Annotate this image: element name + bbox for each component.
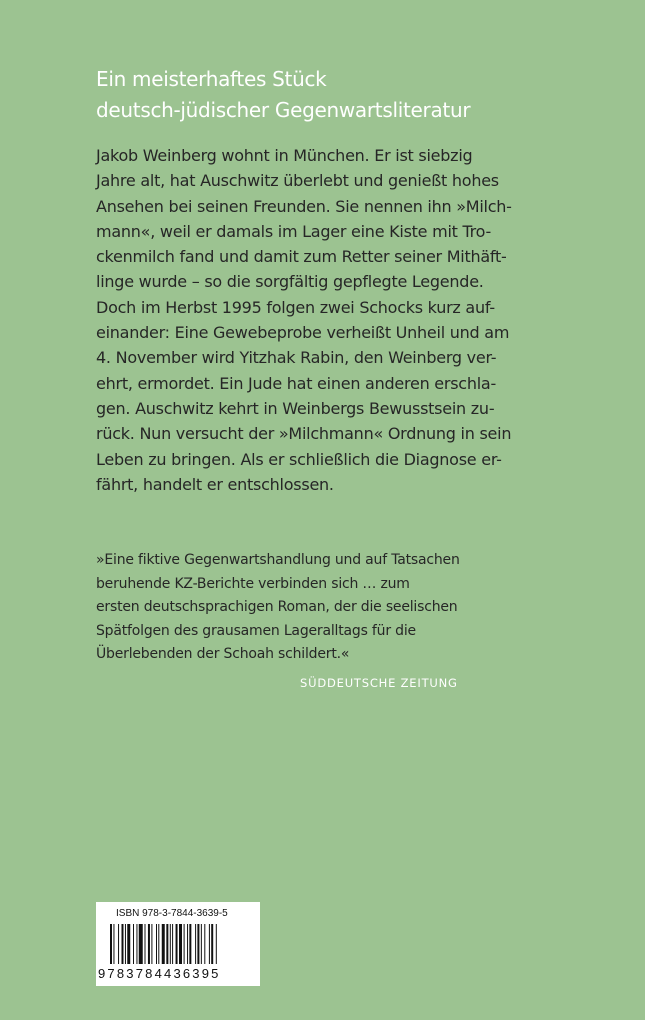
tagline — [96, 64, 616, 126]
barcode-bar — [189, 924, 191, 964]
barcode-bar — [195, 924, 196, 964]
barcode-bar — [133, 924, 134, 964]
barcode-bar — [179, 924, 182, 964]
blurb-line: Jakob Weinberg wohnt in München. Er ist siebzig — [96, 146, 473, 165]
barcode-bar — [156, 924, 157, 964]
barcode-bar — [166, 924, 168, 964]
barcode-bar — [211, 924, 213, 964]
barcode-bar — [151, 924, 152, 964]
tagline-line-1: Ein meisterhaftes Stück — [96, 67, 327, 91]
blurb-line: gen. Auschwitz kehrt in Weinbergs Bewusstsein zu- — [96, 398, 495, 418]
barcode-bar — [187, 924, 188, 964]
quote-line: beruhende KZ-Berichte verbinden sich … zum — [96, 575, 410, 592]
barcode-bar — [127, 924, 130, 964]
barcode-bars — [110, 924, 246, 964]
blurb-line: 4. November wird Yitzhak Rabin, den Weinberg ver- — [96, 348, 497, 368]
quote-line: »Eine fiktive Gegenwartshandlung und auf Tatsachen — [96, 552, 460, 568]
blurb-line: einander: Eine Gewebeprobe verheißt Unheil und am — [96, 323, 510, 343]
quote-line: ersten deutschsprachigen Roman, der die seelischen — [96, 599, 458, 616]
barcode-bar — [118, 924, 119, 964]
barcode-bar — [170, 924, 171, 964]
blurb-line: linge wurde – so die sorgfältig gepflegte Legende. — [96, 272, 484, 292]
barcode-bar — [125, 924, 126, 964]
barcode-bar — [209, 924, 210, 964]
barcode-bar — [184, 924, 185, 964]
barcode-bar — [204, 924, 205, 964]
barcode-bar — [162, 924, 165, 964]
isbn-label: ISBN 978-3-7844-3639-5 — [116, 908, 228, 919]
quote-source: SÜDDEUTSCHE ZEITUNG — [300, 676, 458, 690]
quote-line: Spätfolgen des grausamen Lageralltags für die — [96, 622, 416, 639]
blurb-line: mann«, weil er damals im Lager eine Kiste mit Tro- — [96, 221, 491, 241]
barcode-bar — [201, 924, 202, 964]
barcode-bar — [139, 924, 143, 964]
barcode-bar — [122, 924, 124, 964]
blurb-line: ehrt, ermordet. Ein Jude hat einen anderen erschla- — [96, 373, 497, 393]
barcode-bar — [148, 924, 150, 964]
isbn-digits: 9783784436395 — [98, 966, 221, 981]
isbn-barcode — [96, 902, 260, 986]
blurb-line: Leben zu bringen. Als er schließlich die Diagnose er- — [96, 449, 502, 469]
tagline-line-2: deutsch-jüdischer Gegenwartsliteratur — [96, 98, 471, 122]
barcode-bar — [172, 924, 173, 964]
press-quote — [96, 549, 616, 667]
barcode-bar — [113, 924, 114, 964]
barcode-bar — [158, 924, 159, 964]
barcode-bar — [145, 924, 146, 964]
barcode-bar — [197, 924, 199, 964]
blurb-line: rück. Nun versucht der »Milchmann« Ordnung in sein — [96, 424, 512, 444]
blurb-line: ckenmilch fand und damit zum Retter seiner Mithäft- — [96, 247, 507, 267]
blurb-text — [96, 143, 616, 497]
blurb-line: Jahre alt, hat Auschwitz überlebt und genießt hohes — [96, 171, 499, 191]
barcode-bar — [176, 924, 178, 964]
barcode-bar — [216, 924, 217, 964]
barcode-bar — [110, 924, 112, 964]
blurb-line: Ansehen bei seinen Freunden. Sie nennen ihn »Milch- — [96, 196, 512, 216]
quote-line: Überlebenden der Schoah schildert.« — [96, 646, 350, 663]
blurb-line: Doch im Herbst 1995 folgen zwei Schocks kurz auf- — [96, 297, 495, 317]
blurb-line: fährt, handelt er entschlossen. — [96, 474, 334, 494]
barcode-bar — [136, 924, 137, 964]
